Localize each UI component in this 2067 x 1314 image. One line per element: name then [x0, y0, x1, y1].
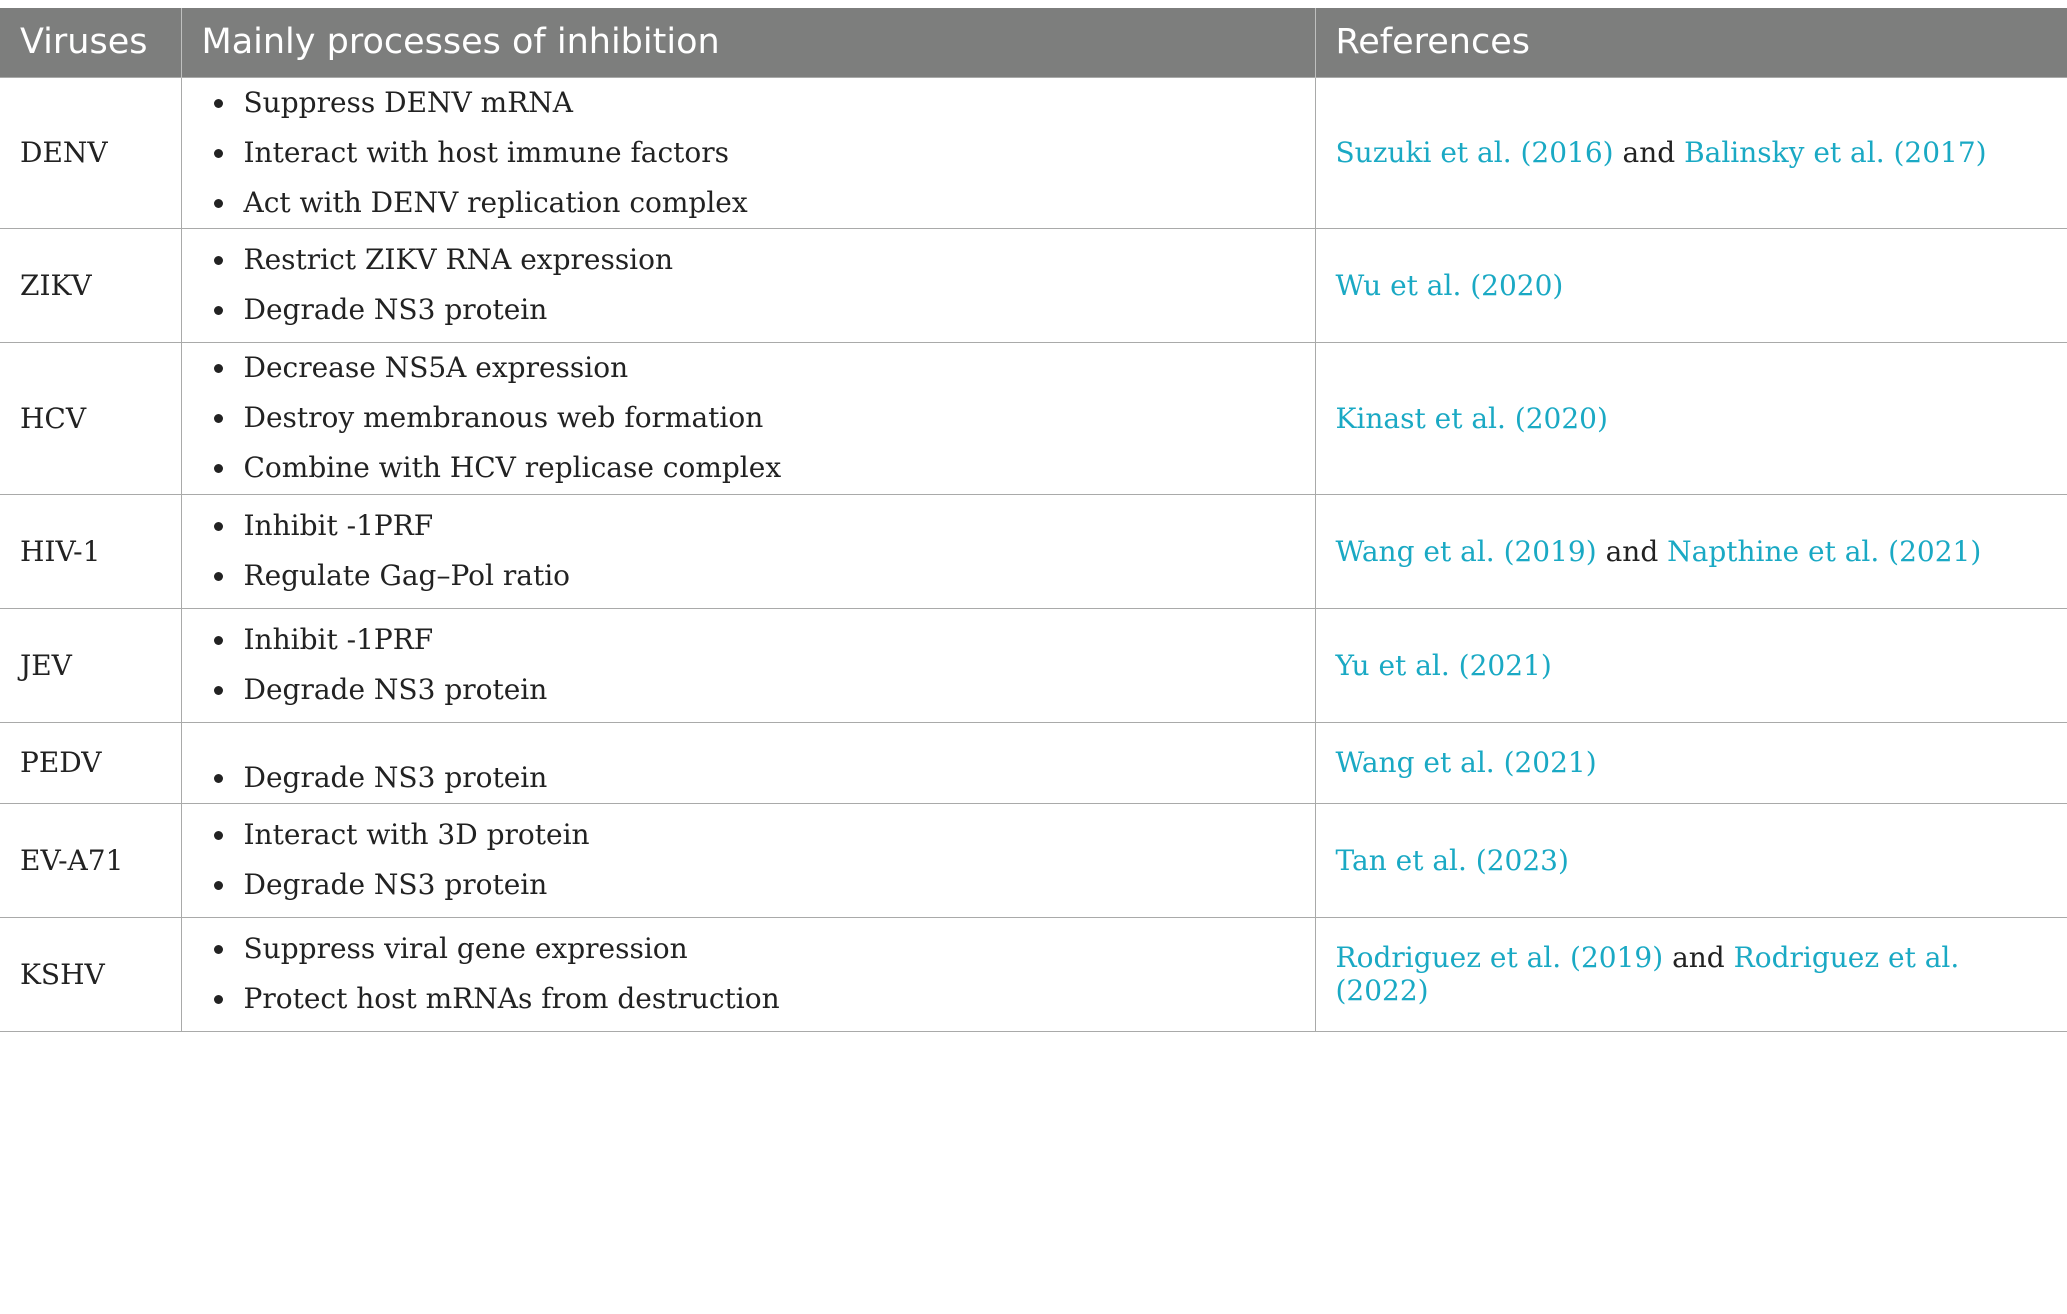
process-item: • Suppress DENV mRNA [238, 78, 1295, 128]
table-container [0, 8, 2067, 1032]
table-row [0, 228, 2067, 342]
virus-cell: EV-A71 [0, 803, 181, 917]
process-item: • Inhibit -1PRF [238, 615, 1295, 665]
virus-cell: JEV [0, 608, 181, 722]
table-row [0, 722, 2067, 803]
virus-cell: ZIKV [0, 228, 181, 342]
process-item: • Restrict ZIKV RNA expression [238, 235, 1295, 285]
table-row [0, 803, 2067, 917]
process-item: • Inhibit -1PRF [238, 501, 1295, 551]
header-row [0, 8, 2067, 77]
references-cell [1315, 494, 2067, 608]
process-item: • Degrade NS3 protein [238, 860, 1295, 910]
processes-cell [181, 342, 1315, 494]
process-list [202, 78, 1295, 228]
process-item: • Destroy membranous web formation [238, 393, 1295, 443]
reference-joiner: and [1596, 534, 1668, 568]
reference-link[interactable]: Wang et al. (2021) [1335, 746, 1597, 779]
virus-inhibition-table [0, 8, 2067, 1032]
process-item: • Protect host mRNAs from destruction [238, 974, 1295, 1024]
processes-cell [181, 722, 1315, 803]
process-item: • Interact with host immune factors [238, 128, 1295, 178]
reference-link[interactable]: Suzuki et al. (2016) [1335, 136, 1614, 169]
process-list [202, 723, 1295, 803]
processes-cell [181, 803, 1315, 917]
virus-cell: PEDV [0, 722, 181, 803]
table-row [0, 917, 2067, 1031]
virus-cell: DENV [0, 77, 181, 228]
reference-link[interactable]: Rodriguez et al. (2022) [1335, 941, 1960, 1007]
virus-cell: KSHV [0, 917, 181, 1031]
process-list [202, 924, 1295, 1024]
process-item: • Degrade NS3 protein [238, 665, 1295, 715]
processes-cell [181, 494, 1315, 608]
references-cell [1315, 228, 2067, 342]
process-list [202, 501, 1295, 601]
header-processes: Mainly processes of inhibition [181, 8, 1315, 77]
table-row [0, 608, 2067, 722]
references-cell [1315, 342, 2067, 494]
header-references: References [1315, 8, 2067, 77]
reference-link[interactable]: Kinast et al. (2020) [1335, 401, 1608, 435]
reference-link[interactable]: Napthine et al. (2021) [1667, 534, 1982, 568]
references-cell [1315, 722, 2067, 803]
virus-cell: HCV [0, 342, 181, 494]
reference-joiner: and [1663, 941, 1734, 974]
process-list [202, 343, 1295, 493]
table-body [0, 77, 2067, 1031]
reference-link[interactable]: Rodriguez et al. (2019) [1335, 941, 1664, 974]
process-item: • Degrade NS3 protein [238, 753, 1295, 803]
table-row [0, 77, 2067, 228]
process-list [202, 810, 1295, 910]
processes-cell [181, 77, 1315, 228]
process-item: • Combine with HCV replicase complex [238, 443, 1295, 493]
table-header [0, 8, 2067, 77]
reference-link[interactable]: Wang et al. (2019) [1335, 534, 1597, 568]
process-item: • Interact with 3D protein [238, 810, 1295, 860]
processes-cell [181, 608, 1315, 722]
process-list [202, 615, 1295, 715]
reference-joiner: and [1613, 136, 1685, 169]
reference-link[interactable]: Yu et al. (2021) [1335, 648, 1552, 682]
process-item: • Decrease NS5A expression [238, 343, 1295, 393]
process-item: • Regulate Gag–Pol ratio [238, 551, 1295, 601]
references-cell [1315, 917, 2067, 1031]
references-cell [1315, 803, 2067, 917]
processes-cell [181, 917, 1315, 1031]
process-item: • Suppress viral gene expression [238, 924, 1295, 974]
virus-cell: HIV-1 [0, 494, 181, 608]
reference-link[interactable]: Tan et al. (2023) [1335, 843, 1569, 877]
process-list [202, 235, 1295, 335]
processes-cell [181, 228, 1315, 342]
table-row [0, 342, 2067, 494]
reference-link[interactable]: Wu et al. (2020) [1335, 268, 1564, 302]
table-row [0, 494, 2067, 608]
header-viruses: Viruses [0, 8, 181, 77]
references-cell [1315, 77, 2067, 228]
process-item: • Act with DENV replication complex [238, 178, 1295, 228]
reference-link[interactable]: Balinsky et al. (2017) [1684, 136, 1987, 169]
process-item: • Degrade NS3 protein [238, 285, 1295, 335]
references-cell [1315, 608, 2067, 722]
